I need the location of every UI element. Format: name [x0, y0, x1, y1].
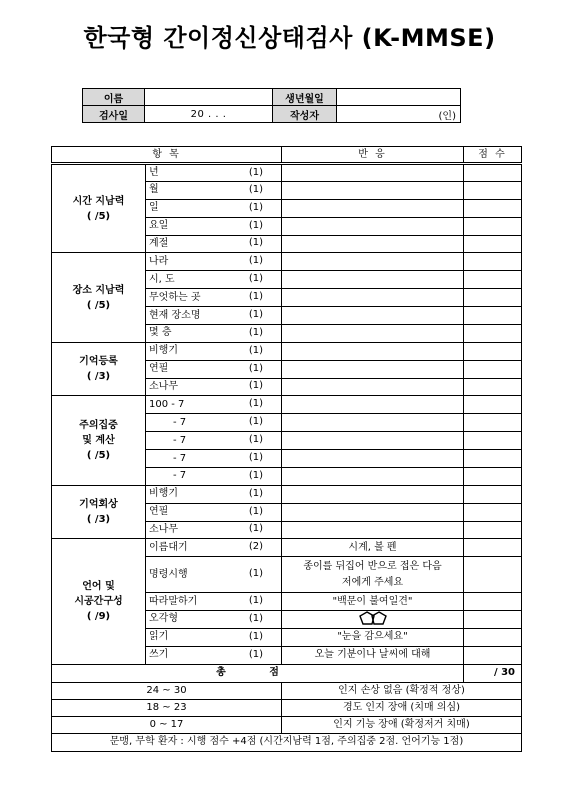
item-point: (1) [248, 308, 263, 320]
score-cell[interactable] [464, 539, 522, 557]
interpretation-row [52, 682, 522, 699]
response-cell[interactable] [282, 217, 464, 235]
interpretation-row [52, 699, 522, 716]
score-cell[interactable] [464, 450, 522, 468]
response-cell[interactable] [282, 557, 464, 593]
response-cell[interactable] [282, 307, 464, 325]
item-label: 비행기 [149, 345, 178, 357]
response-cell[interactable] [282, 235, 464, 253]
illiterate-note: 문맹, 무학 환자 : 시행 점수 +4점 (시간지남력 1점, 주의집중 2점. 언어기능 1점) [52, 733, 522, 751]
note-row [52, 733, 522, 751]
response-text: 종이를 뒤집어 반으로 접은 다음 [303, 560, 442, 572]
item-cell [146, 235, 282, 253]
section-label [52, 539, 146, 664]
test-date-field[interactable]: 20 . . . [145, 106, 273, 123]
item-point: (1) [248, 183, 263, 195]
item-cell [146, 199, 282, 217]
name-label: 이름 [83, 89, 145, 106]
item-point: (2) [248, 541, 263, 553]
score-cell[interactable] [464, 271, 522, 289]
item-point: (1) [248, 255, 263, 267]
score-cell[interactable] [464, 432, 522, 450]
score-cell[interactable] [464, 521, 522, 539]
score-cell[interactable] [464, 217, 522, 235]
section-title: 및 계산 [82, 435, 115, 447]
item-cell [146, 521, 282, 539]
test-date-label: 검사일 [83, 106, 145, 123]
patient-info-table [82, 88, 460, 123]
score-cell[interactable] [464, 199, 522, 217]
header-item: 항 목 [52, 147, 282, 164]
section-max-score: ( /3) [86, 371, 111, 383]
response-cell[interactable] [282, 324, 464, 342]
item-point: (1) [248, 451, 263, 463]
score-cell[interactable] [464, 253, 522, 271]
score-meaning: 인지 손상 없음 (확정적 정상) [282, 682, 522, 699]
item-label: 연필 [149, 506, 169, 518]
item-label: - 7 [173, 416, 187, 428]
response-cell[interactable]: 시계, 볼 펜 [282, 539, 464, 557]
score-meaning: 경도 인지 장애 (치매 의심) [282, 699, 522, 716]
response-cell[interactable] [282, 360, 464, 378]
section-max-score: ( /5) [86, 210, 111, 222]
score-cell[interactable] [464, 610, 522, 628]
table-row [52, 485, 522, 503]
score-range: 0 ~ 17 [52, 716, 282, 733]
response-cell[interactable] [282, 378, 464, 396]
item-cell [146, 181, 282, 199]
score-cell[interactable] [464, 342, 522, 360]
item-label: 쓰기 [149, 649, 169, 661]
item-cell [146, 289, 282, 307]
item-cell [146, 503, 282, 521]
item-point: (1) [248, 434, 263, 446]
section-max-score: ( /9) [86, 611, 111, 622]
response-cell[interactable] [282, 521, 464, 539]
score-range: 18 ~ 23 [52, 699, 282, 716]
section-title: 기억등록 [79, 356, 118, 368]
item-point: (1) [248, 273, 263, 285]
response-cell[interactable] [282, 503, 464, 521]
birth-label: 생년월일 [273, 89, 337, 106]
item-point: (1) [248, 380, 263, 392]
response-cell[interactable] [282, 181, 464, 199]
item-label: 연필 [149, 363, 169, 375]
item-cell [146, 342, 282, 360]
section-max-score: ( /3) [86, 514, 111, 526]
item-label: 몇 층 [149, 327, 172, 339]
total-row [52, 664, 522, 682]
item-point: (1) [248, 398, 263, 410]
response-cell[interactable] [282, 199, 464, 217]
header-response: 반 응 [282, 147, 464, 164]
item-cell [146, 217, 282, 235]
item-cell [146, 450, 282, 468]
item-cell [146, 253, 282, 271]
interpretation-row [52, 716, 522, 733]
section-max-score: ( /5) [86, 299, 111, 311]
writer-field[interactable]: (인) [337, 106, 461, 123]
score-cell[interactable] [464, 646, 522, 664]
item-label: 계절 [149, 238, 169, 249]
response-cell[interactable] [282, 342, 464, 360]
item-point: (1) [248, 469, 263, 481]
birth-field[interactable] [337, 89, 461, 106]
item-cell [146, 485, 282, 503]
item-point: (1) [248, 594, 263, 606]
item-point: (1) [248, 326, 263, 338]
score-cell[interactable] [464, 396, 522, 414]
item-label: - 7 [173, 434, 187, 446]
item-cell [146, 610, 282, 628]
score-cell[interactable] [464, 164, 522, 182]
response-cell[interactable] [282, 271, 464, 289]
section-title: 언어 및 [82, 581, 115, 592]
item-cell [146, 307, 282, 325]
section-label [52, 164, 146, 253]
section-label [52, 396, 146, 485]
score-cell[interactable] [464, 235, 522, 253]
table-row [52, 342, 522, 360]
item-point: (1) [248, 291, 263, 303]
item-cell [146, 164, 282, 182]
item-label: 년 [149, 167, 159, 178]
item-label: - 7 [173, 470, 187, 482]
name-field[interactable] [145, 89, 273, 106]
item-point: (1) [248, 237, 263, 249]
item-point: (1) [248, 344, 263, 356]
section-title: 장소 지남력 [72, 284, 125, 296]
item-cell [146, 414, 282, 432]
item-cell [146, 467, 282, 485]
response-cell[interactable]: 오늘 기분이나 날씨에 대해 [282, 646, 464, 664]
item-cell [146, 396, 282, 414]
response-cell[interactable] [282, 450, 464, 468]
item-label: 무엇하는 곳 [149, 291, 201, 303]
item-label: 소나무 [149, 524, 178, 535]
score-cell[interactable] [464, 289, 522, 307]
item-label: 명령시행 [149, 568, 188, 580]
table-row [52, 539, 522, 557]
item-label: 현재 장소명 [149, 309, 201, 321]
item-point: (1) [248, 219, 263, 231]
item-cell [146, 378, 282, 396]
item-cell [146, 360, 282, 378]
item-point: (1) [248, 648, 263, 660]
section-title: 시공간구성 [74, 596, 123, 607]
writer-label: 작성자 [273, 106, 337, 123]
header-score: 점 수 [464, 147, 522, 164]
score-cell[interactable] [464, 378, 522, 396]
table-row [52, 164, 522, 182]
score-cell[interactable] [464, 628, 522, 646]
item-label: 시, 도 [149, 273, 175, 285]
response-cell[interactable]: "눈을 감으세요" [282, 628, 464, 646]
response-cell[interactable] [282, 467, 464, 485]
item-label: 100 - 7 [149, 398, 185, 410]
item-label: 따라말하기 [149, 595, 198, 607]
item-cell [146, 324, 282, 342]
table-row [52, 253, 522, 271]
score-range: 24 ~ 30 [52, 682, 282, 699]
score-cell[interactable] [464, 557, 522, 593]
response-cell[interactable] [282, 610, 464, 628]
item-point: (1) [248, 612, 263, 624]
response-cell[interactable] [282, 485, 464, 503]
table-row [52, 396, 522, 414]
overlapping-pentagons-icon [358, 611, 388, 625]
item-point: (1) [248, 166, 263, 178]
score-cell[interactable] [464, 181, 522, 199]
item-label: 소나무 [149, 381, 178, 392]
section-label [52, 342, 146, 396]
item-label: 월 [149, 184, 159, 196]
score-cell[interactable] [464, 593, 522, 611]
section-title: 기억회상 [79, 499, 118, 511]
item-point: (1) [248, 487, 263, 499]
item-cell [146, 646, 282, 664]
score-cell[interactable] [464, 324, 522, 342]
score-cell[interactable] [464, 503, 522, 521]
response-cell[interactable] [282, 253, 464, 271]
item-point: (1) [248, 362, 263, 374]
score-cell[interactable] [464, 485, 522, 503]
score-cell[interactable] [464, 467, 522, 485]
section-max-score: ( /5) [86, 450, 111, 462]
item-label: 이름대기 [149, 541, 188, 553]
response-cell[interactable] [282, 289, 464, 307]
section-title: 주의집중 [79, 420, 118, 432]
item-point: (1) [248, 201, 263, 213]
response-text: 저에게 주세요 [341, 576, 404, 588]
section-title: 시간 지남력 [72, 195, 125, 207]
total-score[interactable]: / 30 [464, 664, 522, 682]
item-point: (1) [248, 523, 263, 535]
section-label [52, 253, 146, 342]
item-cell [146, 271, 282, 289]
item-point: (1) [248, 505, 263, 517]
item-point: (1) [248, 630, 263, 642]
item-cell [146, 432, 282, 450]
item-cell [146, 628, 282, 646]
kmmse-score-table [51, 146, 521, 752]
score-cell[interactable] [464, 414, 522, 432]
item-cell [146, 539, 282, 557]
item-label: 비행기 [149, 488, 178, 500]
page-title: 한국형 간이정신상태검사 (K-MMSE) [83, 24, 496, 52]
response-cell[interactable] [282, 414, 464, 432]
item-cell [146, 593, 282, 611]
response-cell[interactable] [282, 396, 464, 414]
item-label: 나라 [149, 255, 169, 267]
item-label: 오각형 [149, 613, 178, 625]
item-point: (1) [248, 416, 263, 428]
response-cell[interactable]: "백문이 불여일견" [282, 593, 464, 611]
item-label: 요일 [149, 220, 169, 232]
score-cell[interactable] [464, 360, 522, 378]
item-label: 읽기 [149, 631, 169, 643]
item-point: (1) [248, 568, 263, 580]
response-cell[interactable] [282, 432, 464, 450]
item-label: - 7 [173, 452, 187, 464]
item-label: 일 [149, 202, 159, 214]
item-cell [146, 557, 282, 593]
score-cell[interactable] [464, 307, 522, 325]
section-label [52, 485, 146, 539]
score-meaning: 인지 기능 장애 (확정저거 치매) [282, 716, 522, 733]
response-cell[interactable] [282, 164, 464, 182]
total-label: 총 점 [52, 664, 464, 682]
